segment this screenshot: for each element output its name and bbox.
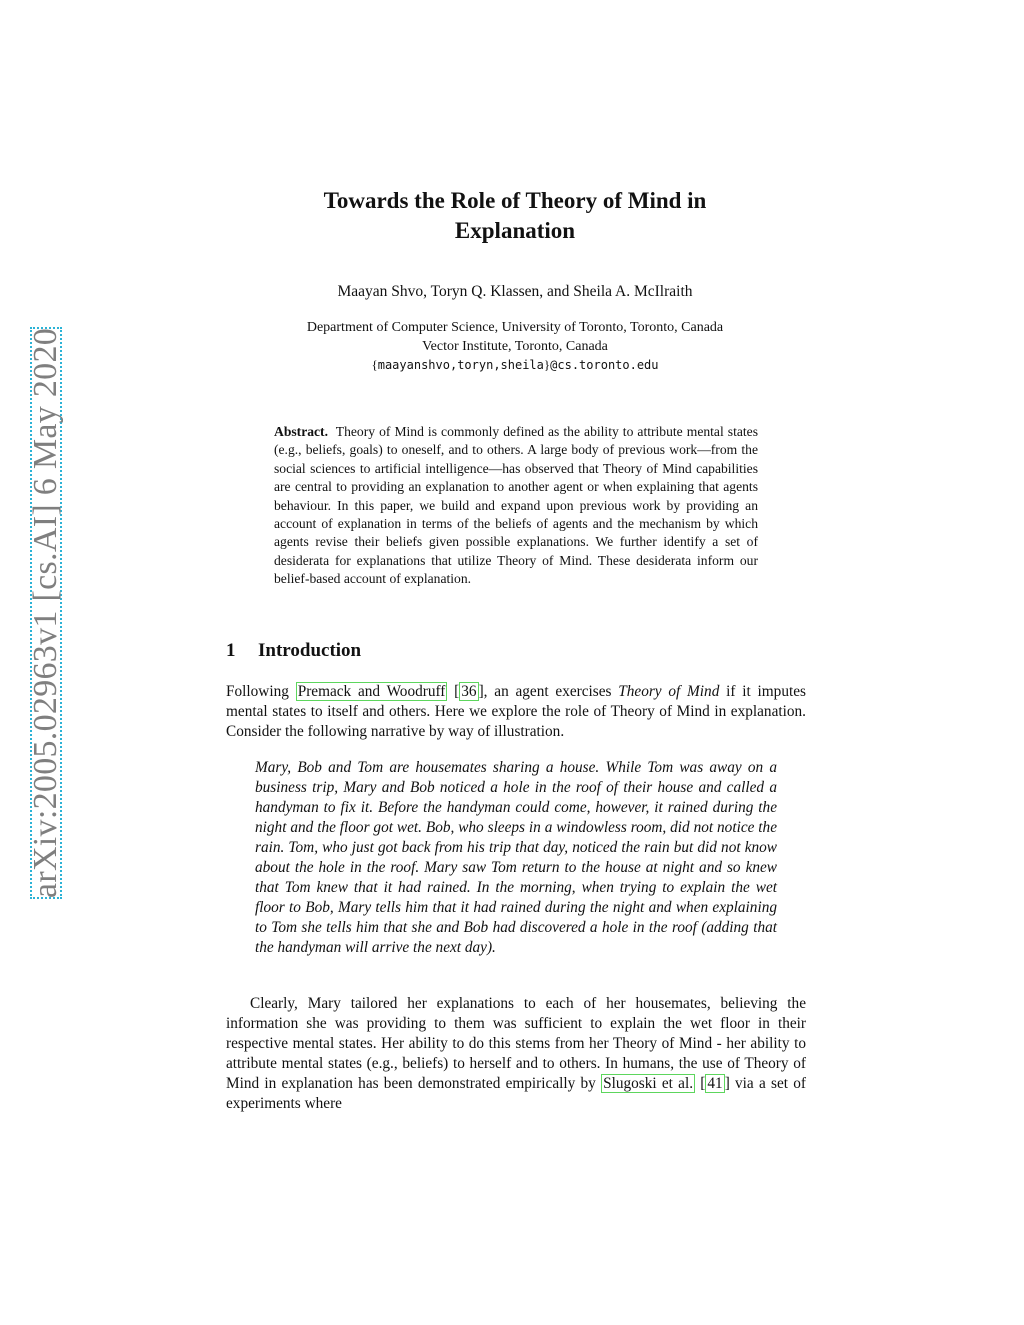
email-domain: @cs.toronto.edu: [550, 358, 659, 372]
author-list: Maayan Shvo, Toryn Q. Klassen, and Sheila A. McIlraith: [337, 283, 693, 300]
intro-text-a: Following: [226, 683, 296, 700]
discussion-text-a: Clearly, Mary tailored her explanations to each of her housemates, believing the information she was providing to them was sufficient to explain the wet floor in their respective mental states. Her ability to do this stems from her Theory of Mind - her ability to attribute mental states (e.g., beliefs) to herself and to others. In humans, the use of Theory of Mind in explanation has been demonstrated empirically by: [226, 995, 806, 1092]
section-title: Introduction: [258, 640, 362, 661]
citation-link-premack[interactable]: Premack and Woodruff: [297, 683, 446, 700]
title-line-1: Towards the Role of Theory of Mind in: [323, 188, 707, 213]
email-brace-close: }: [543, 357, 551, 372]
author-emails: [230, 357, 800, 373]
reference-link-36[interactable]: 36: [461, 683, 477, 700]
arxiv-identifier[interactable]: arXiv:2005.02963v1 [cs.AI] 6 May 2020: [27, 327, 64, 899]
intro-text-d: if it imputes mental states to itself and others. Here we explore the role of Theory of Mind in explanation. Consider the following narrative by way of illustration.: [226, 683, 806, 740]
section-heading-introduction: [226, 640, 361, 662]
abstract-label: Abstract.: [274, 424, 328, 439]
paper-title: [230, 186, 800, 246]
section-number: 1: [226, 640, 236, 661]
email-brace-open: {: [371, 357, 378, 372]
narrative-quote: Mary, Bob and Tom are housemates sharing a house. While Tom was away on a business trip, Mary and Bob noticed a hole in the roof of their house and called a handyman to fix it. Before the handyman could come, however, it rained during the night and the floor got wet. Bob, who sleeps in a windowless room, did not notice the rain. Tom, who just got back from his trip that day, noticed the rain but did not know about the hole in the roof. Mary saw Tom return to the house at night and so knew that Tom knew that it had rained. In the morning, when trying to explain the wet floor to Bob, Mary tells him that it had rained during the night and when explaining to Tom she tells him that she and Bob had discovered a hole in the roof (adding that the handyman will arrive the next day).: [255, 759, 777, 956]
term-theory-of-mind: Theory of Mind: [618, 683, 720, 700]
abstract: [274, 423, 758, 589]
affiliation-2: Vector Institute, Toronto, Canada: [422, 339, 608, 354]
discussion-paragraph: [226, 994, 806, 1114]
email-names: maayanshvo,toryn,sheila: [377, 358, 544, 372]
abstract-text: Theory of Mind is commonly defined as the ability to attribute mental states (e.g., beliefs, goals) to oneself, and to others. A large body of previous work—from the social sciences to artificial intelligence—has observed that Theory of Mind capabilities are central to providing an explanation to another agent or when explaining that agents behaviour. In this paper, we build and expand upon previous work by providing an account of explanation in terms of the beliefs of agents and the mechanism by which agents revise their beliefs given possible explanations. We further identify a set of desiderata for explanations that utilize Theory of Mind. These desiderata inform our belief-based account of explanation.: [274, 424, 758, 587]
intro-paragraph: [226, 682, 806, 742]
intro-text-b: [: [447, 683, 460, 700]
intro-text-c: ], an agent exercises: [478, 683, 619, 700]
title-line-2: Explanation: [454, 218, 576, 243]
discussion-text-c: ] via a set of experiments where: [226, 1075, 807, 1112]
discussion-text-b: [: [695, 1075, 706, 1092]
reference-link-41[interactable]: 41: [707, 1075, 723, 1092]
affiliation-1: Department of Computer Science, University of Toronto, Toronto, Canada: [306, 320, 724, 335]
citation-link-slugoski[interactable]: Slugoski et al.: [603, 1075, 694, 1092]
